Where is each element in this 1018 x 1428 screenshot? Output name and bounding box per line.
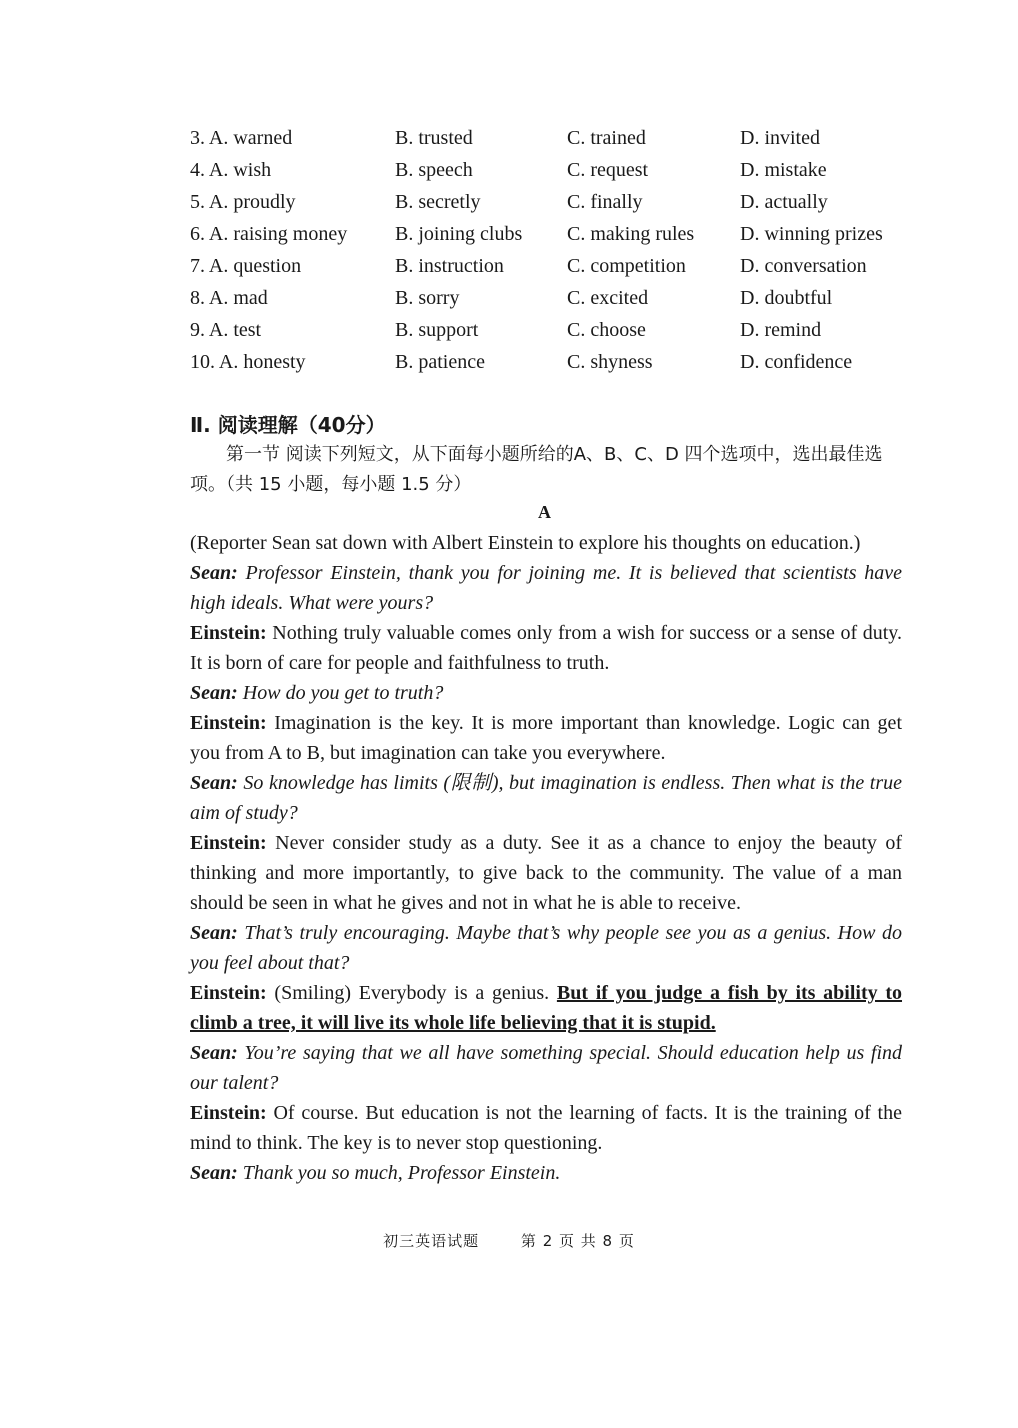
option-c: C. making rules	[567, 222, 695, 245]
option-b: B. instruction	[395, 254, 504, 277]
dialogue-text: That’s truly encouraging. Maybe that’s why people see you as a genius. How do you feel about that?	[190, 922, 902, 974]
option-row	[190, 346, 910, 378]
option-a: 8. A. mad	[190, 286, 268, 309]
option-d: D. confidence	[740, 350, 853, 373]
option-d: D. actually	[740, 190, 828, 213]
footer-page-number: 第 2 页 共 8 页	[520, 1232, 635, 1250]
option-a: 10. A. honesty	[190, 350, 306, 373]
section-heading: Ⅱ. 阅读理解（40分）	[190, 413, 386, 437]
speaker-label: Einstein:	[190, 1102, 267, 1124]
option-d: D. winning prizes	[740, 222, 883, 245]
option-b: B. support	[395, 318, 479, 341]
speaker-label: Sean:	[190, 682, 238, 704]
option-a: 4. A. wish	[190, 158, 272, 181]
speaker-label: Sean:	[190, 922, 238, 944]
speaker-label: Sean:	[190, 562, 238, 584]
dialogue-text: You’re saying that we all have something special. Should education help us find our talent?	[190, 1042, 902, 1094]
dialogue-text: Professor Einstein, thank you for joining me. It is believed that scientists have high ideals. What were yours?	[190, 562, 902, 614]
option-row	[190, 154, 910, 186]
option-d: D. remind	[740, 318, 822, 341]
dialogue-line	[190, 978, 902, 1038]
option-b: B. speech	[395, 158, 473, 181]
dialogue-text: So knowledge has limits (限制), but imagination is endless. Then what is the true aim of study?	[190, 772, 902, 824]
option-b: B. joining clubs	[395, 222, 523, 245]
dialogue-text: Imagination is the key. It is more important than knowledge. Logic can get you from A to B, but imagination can take you everywhere.	[190, 712, 902, 764]
passage-intro: (Reporter Sean sat down with Albert Einstein to explore his thoughts on education.)	[190, 532, 861, 554]
passage-letter: A	[538, 502, 551, 522]
speaker-label: Sean:	[190, 772, 238, 794]
option-c: C. competition	[567, 254, 686, 277]
page-footer	[0, 1230, 1018, 1251]
option-a: 5. A. proudly	[190, 190, 296, 213]
option-row	[190, 218, 910, 250]
option-c: C. choose	[567, 318, 646, 341]
speaker-label: Einstein:	[190, 622, 267, 644]
option-b: B. secretly	[395, 190, 481, 213]
underlined-sentence: But if you judge a fish by its ability to climb a tree, it will live its whole life believing that it is stupid.	[190, 982, 903, 1034]
option-d: D. doubtful	[740, 286, 833, 309]
option-a: 3. A. warned	[190, 126, 293, 149]
dialogue-text: Of course. But education is not the learning of facts. It is the training of the mind to think. The key is to never stop questioning.	[190, 1102, 902, 1154]
option-c: C. finally	[567, 190, 643, 213]
footer-subject: 初三英语试题	[383, 1232, 480, 1250]
dialogue-line	[190, 708, 902, 768]
option-row	[190, 186, 910, 218]
option-d: D. invited	[740, 126, 820, 149]
dialogue-text: Never consider study as a duty. See it as a chance to enjoy the beauty of thinking and more importantly, to give back to the community. The value of a man should be seen in what he gives and not in what he is able to receive.	[190, 832, 902, 914]
option-d: D. conversation	[740, 254, 867, 277]
dialogue-text: (Smiling) Everybody is a genius.	[266, 982, 557, 1004]
dialogue-line	[190, 558, 902, 618]
dialogue-line	[190, 918, 902, 978]
option-b: B. sorry	[395, 286, 460, 309]
speaker-label: Sean:	[190, 1162, 238, 1184]
option-b: B. trusted	[395, 126, 473, 149]
option-c: C. trained	[567, 126, 646, 149]
passage-body	[190, 528, 902, 1188]
dialogue-line	[190, 678, 902, 708]
dialogue-line	[190, 768, 902, 828]
speaker-label: Einstein:	[190, 712, 267, 734]
option-row	[190, 122, 910, 154]
dialogue-line	[190, 1158, 902, 1188]
option-c: C. shyness	[567, 350, 653, 373]
dialogue-text: How do you get to truth?	[237, 682, 444, 704]
option-row	[190, 314, 910, 346]
dialogue-line	[190, 1038, 902, 1098]
option-d: D. mistake	[740, 158, 827, 181]
option-c: C. excited	[567, 286, 649, 309]
section-instructions: 第一节 阅读下列短文，从下面每小题所给的A、B、C、D 四个选项中，选出最佳选项。（共 15 小题，每小题 1.5 分）	[190, 444, 883, 495]
speaker-label: Einstein:	[190, 832, 267, 854]
option-row	[190, 250, 910, 282]
cloze-options	[190, 122, 910, 378]
dialogue-text: Nothing truly valuable comes only from a wish for success or a sense of duty. It is born of care for people and faithfulness to truth.	[190, 622, 902, 674]
option-a: 9. A. test	[190, 318, 262, 341]
dialogue-line	[190, 828, 902, 918]
speaker-label: Einstein:	[190, 982, 267, 1004]
option-c: C. request	[567, 158, 649, 181]
dialogue-line	[190, 1098, 902, 1158]
option-row	[190, 282, 910, 314]
option-a: 7. A. question	[190, 254, 302, 277]
speaker-label: Sean:	[190, 1042, 238, 1064]
dialogue-line	[190, 618, 902, 678]
option-a: 6. A. raising money	[190, 222, 348, 245]
dialogue-text: Thank you so much, Professor Einstein.	[237, 1162, 561, 1184]
option-b: B. patience	[395, 350, 485, 373]
